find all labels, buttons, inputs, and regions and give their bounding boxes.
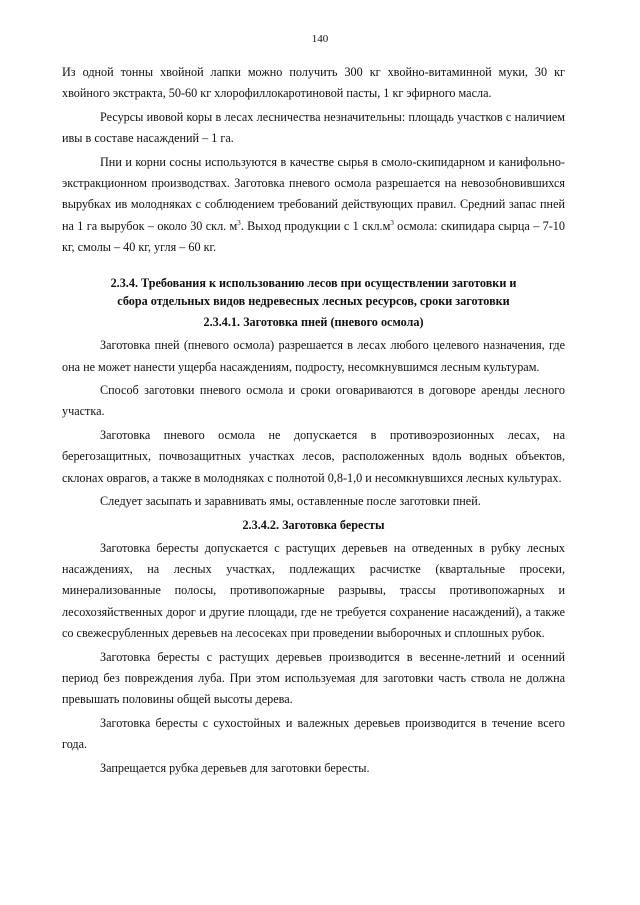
section-title-line-2: сбора отдельных видов недревесных лесных ресурсов, сроки заготовки (117, 294, 510, 309)
paragraph-coniferous-yield: Из одной тонны хвойной лапки можно получить 300 кг хвойно-витаминной муки, 30 кг хвойного экстракта, 50-60 кг хлорофиллокаротиновой пасты, 1 кг эфирного масла. (62, 65, 565, 101)
paragraph-text: Пни и корни сосны используются в качестве сырья в смоло-скипидарном и канифольно-экстракционном производствах. Заготовка пневого осмола разрешается на невозобновившихся вырубках ив молодняках с соблюдением требований действующих правил. Средний запас пней на 1 га вырубок – около 30 скл. м (62, 154, 565, 233)
subsection-title-birch-bark: 2.3.4.2. Заготовка бересты (242, 517, 385, 532)
page-number: 140 (311, 33, 329, 45)
section-title (62, 274, 565, 310)
paragraph-stumps-resin (62, 152, 565, 258)
paragraph-birch-bark-allowed: Заготовка бересты допускается с растущих деревьев на отведенных в рубку лесных насаждениях, на лесных участках, подлежащих расчистке (квартальные просеки, минерализованные полосы, противопожарные разрывы, трассы противопожарных и лесохозяйственных дорог и другие площади, где не требуется сохранение насаждений), а также со свежесрубленных деревьев на лесосеках при проведении выборочных и сплошных рубок. (62, 540, 565, 641)
section-title-line-1: 2.3.4. Требования к использованию лесов при осуществлении заготовки и (110, 276, 517, 291)
paragraph-text: осмола: скипидара сырца – 7-10 кг, смолы – 40 кг, угля – 60 кг. (62, 218, 565, 254)
paragraph-stumps-prohibited: Заготовка пневого осмола не допускается в противоэрозионных лесах, на берегозащитных, почвозащитных участках лесов, расположенных вдоль водных объектов, склонах оврагов, а также в молодняках с полнотой 0,8-1,0 и несомкнувшихся лесных культурах. (62, 428, 565, 485)
paragraph-willow-bark: Ресурсы ивовой коры в лесах лесничества незначительны: площадь участков с наличием ивы в составе насаждений – 1 га. (62, 109, 565, 146)
paragraph-birch-bark-deadwood: Заготовка бересты с сухостойных и валежных деревьев производится в течение всего года. (62, 715, 565, 752)
superscript-cubed: 3 (237, 218, 241, 227)
paragraph-stumps-pits: Следует засыпать и заравнивать ямы, оставленные после заготовки пней. (100, 494, 481, 509)
paragraph-text: . Выход продукции с 1 скл.м (240, 218, 391, 233)
document-body (62, 62, 565, 781)
paragraph-stumps-allowed: Заготовка пней (пневого осмола) разрешается в лесах любого целевого назначения, где она не может нанести ущерба насаждениям, подросту, несомкнувшимся лесным культурам. (62, 338, 565, 374)
paragraph-birch-bark-season: Заготовка бересты с растущих деревьев производится в весенне-летний и осенний период без повреждения луба. При этом используемая для заготовки часть ствола не должна превышать половины общей высоты дерева. (62, 649, 565, 707)
paragraph-birch-bark-felling-ban: Запрещается рубка деревьев для заготовки бересты. (100, 760, 370, 775)
subsection-title-stumps: 2.3.4.1. Заготовка пней (пневого осмола) (203, 315, 424, 330)
superscript-cubed: 3 (390, 218, 394, 227)
paragraph-stumps-method: Способ заготовки пневого осмола и сроки оговариваются в договоре аренды лесного участка. (62, 383, 565, 419)
